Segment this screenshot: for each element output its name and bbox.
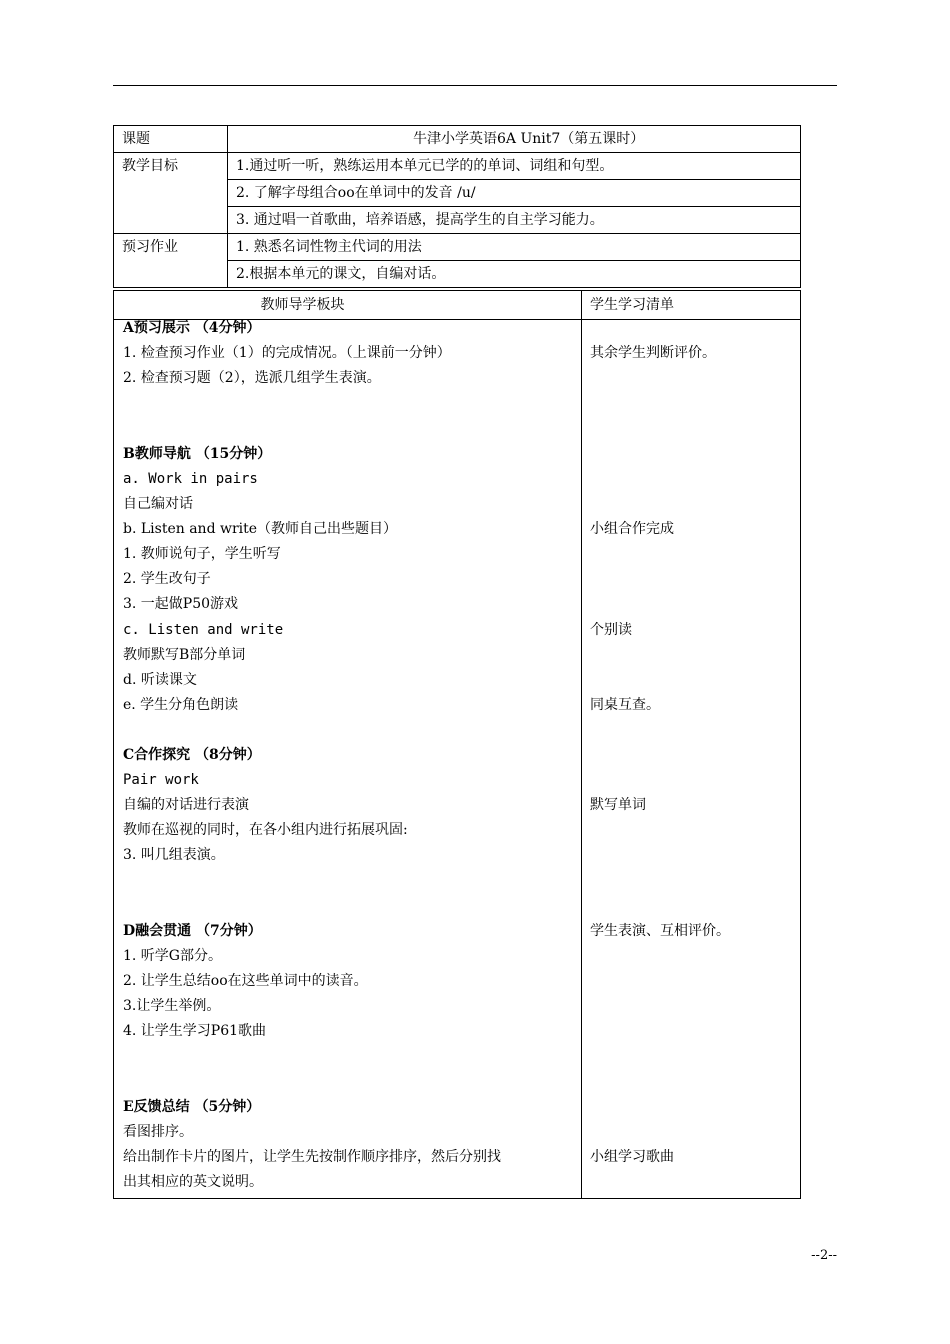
student-task: 同桌互查。 — [590, 697, 660, 713]
lesson-line: 看图排序。 — [123, 1124, 193, 1140]
header-table — [113, 125, 801, 288]
title-value: 牛津小学英语6A Unit7（第五课时） — [228, 126, 801, 153]
lesson-line: 4. 让学生学习P61歌曲 — [123, 1023, 267, 1039]
objective-item: 3. 通过唱一首歌曲，培养语感，提高学生的自主学习能力。 — [228, 207, 801, 234]
lesson-line: e. 学生分角色朗读 — [123, 697, 239, 713]
prep-row — [114, 234, 801, 261]
title-row — [114, 126, 801, 153]
student-task: 学生表演、互相评价。 — [590, 923, 730, 939]
prep-label: 预习作业 — [114, 234, 228, 288]
lesson-line: 教师在巡视的同时，在各小组内进行拓展巩固: — [123, 822, 408, 838]
student-task: 默写单词 — [590, 797, 646, 813]
title-label: 课题 — [114, 126, 228, 153]
column-header-student: 学生学习清单 — [590, 297, 674, 313]
prep-item: 1. 熟悉名词性物主代词的用法 — [228, 234, 801, 261]
section-heading-a: A预习展示 （4分钟） — [123, 320, 261, 336]
top-rule — [113, 85, 837, 86]
objective-item: 1.通过听一听，熟练运用本单元已学的的单词、词组和句型。 — [228, 153, 801, 180]
lesson-table — [113, 290, 801, 1199]
page-number: --2-- — [811, 1248, 837, 1263]
student-task: 小组学习歌曲 — [590, 1149, 674, 1165]
student-task: 其余学生判断评价。 — [590, 345, 716, 361]
section-heading-e: E反馈总结 （5分钟） — [123, 1099, 261, 1115]
objective-row — [114, 153, 801, 180]
lesson-line: 3.让学生举例。 — [123, 998, 221, 1014]
lesson-line: d. 听读课文 — [123, 672, 197, 688]
lesson-line: b. Listen and write（教师自己出些题目） — [123, 521, 398, 537]
lesson-line: c. Listen and write — [123, 622, 284, 638]
student-task: 个别读 — [590, 622, 632, 638]
section-heading-c: C合作探究 （8分钟） — [123, 747, 261, 763]
lesson-line: Pair work — [123, 772, 199, 788]
lesson-line: 给出制作卡片的图片，让学生先按制作顺序排序，然后分别找 — [123, 1149, 501, 1165]
lesson-line: 自编的对话进行表演 — [123, 797, 249, 813]
lesson-line: 1. 听学G部分。 — [123, 948, 222, 964]
lesson-line: 1. 教师说句子，学生听写 — [123, 546, 281, 562]
lesson-line: 出其相应的英文说明。 — [123, 1174, 263, 1190]
section-heading-d: D融会贯通 （7分钟） — [123, 923, 262, 939]
column-divider — [581, 291, 582, 1198]
prep-item: 2.根据本单元的课文，自编对话。 — [228, 261, 801, 288]
lesson-line: 教师默写B部分单词 — [123, 647, 246, 663]
lesson-line: 自己编对话 — [123, 496, 193, 512]
lesson-line: 3. 一起做P50游戏 — [123, 596, 239, 612]
objectives-label: 教学目标 — [114, 153, 228, 234]
section-heading-b: B教师导航 （15分钟） — [123, 446, 272, 462]
lesson-line: 2. 学生改句子 — [123, 571, 211, 587]
lesson-line: a. Work in pairs — [123, 471, 258, 487]
lesson-line: 2. 让学生总结oo在这些单词中的读音。 — [123, 973, 368, 989]
objective-item: 2. 了解字母组合oo在单词中的发音 /u/ — [228, 180, 801, 207]
column-header-teacher: 教师导学板块 — [260, 297, 345, 313]
student-task: 小组合作完成 — [590, 521, 674, 537]
lesson-line: 2. 检查预习题（2），选派几组学生表演。 — [123, 370, 381, 386]
lesson-line: 1. 检查预习作业（1）的完成情况。（上课前一分钟） — [123, 345, 451, 361]
lesson-line: 3. 叫几组表演。 — [123, 847, 225, 863]
